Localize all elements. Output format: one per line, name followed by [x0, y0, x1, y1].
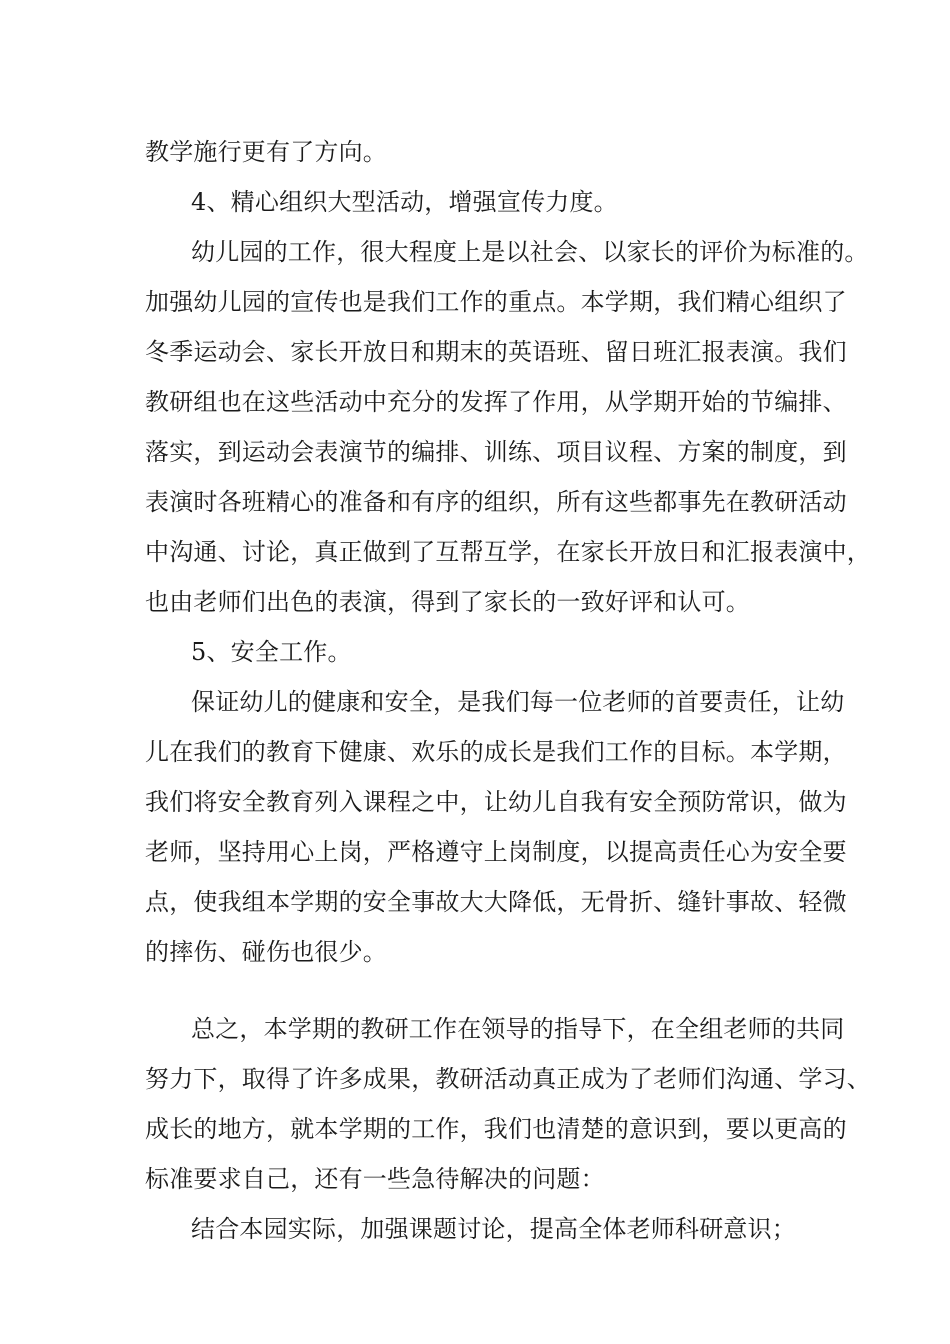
text-line: 幼儿园的工作，很大程度上是以社会、以家长的评价为标准的。: [191, 238, 869, 266]
text-line: 成长的地方，就本学期的工作，我们也清楚的意识到，要以更高的: [145, 1115, 847, 1143]
text-line: 的摔伤、碰伤也很少。: [145, 938, 387, 966]
text-line: 落实，到运动会表演节的编排、训练、项目议程、方案的制度，到: [145, 438, 847, 466]
text-line: 冬季运动会、家长开放日和期末的英语班、留日班汇报表演。我们: [145, 338, 847, 366]
text-line: 加强幼儿园的宣传也是我们工作的重点。本学期，我们精心组织了: [145, 288, 847, 316]
text-line: 标准要求自己，还有一些急待解决的问题：: [145, 1165, 605, 1193]
text-line: 我们将安全教育列入课程之中，让幼儿自我有安全预防常识，做为: [145, 788, 847, 816]
text-line: 保证幼儿的健康和安全，是我们每一位老师的首要责任，让幼: [191, 688, 845, 716]
text-line: 结合本园实际，加强课题讨论，提高全体老师科研意识；: [191, 1215, 796, 1243]
text-line: 努力下，取得了许多成果，教研活动真正成为了老师们沟通、学习、: [145, 1065, 871, 1093]
text-line: 教学施行更有了方向。: [145, 138, 387, 166]
text-line: 教研组也在这些活动中充分的发挥了作用，从学期开始的节编排、: [145, 388, 847, 416]
text-line: 表演时各班精心的准备和有序的组织，所有这些都事先在教研活动: [145, 488, 847, 516]
section-heading: 4、精心组织大型活动，增强宣传力度。: [191, 188, 618, 216]
section-heading: 5、安全工作。: [191, 638, 352, 666]
text-line: 也由老师们出色的表演，得到了家长的一致好评和认可。: [145, 588, 750, 616]
text-line: 老师，坚持用心上岗，严格遵守上岗制度，以提高责任心为安全要: [145, 838, 847, 866]
text-line: 点，使我组本学期的安全事故大大降低，无骨折、缝针事故、轻微: [145, 888, 847, 916]
text-line: 总之，本学期的教研工作在领导的指导下，在全组老师的共同: [191, 1015, 845, 1043]
text-line: 中沟通、讨论，真正做到了互帮互学，在家长开放日和汇报表演中，: [145, 538, 871, 566]
text-line: 儿在我们的教育下健康、欢乐的成长是我们工作的目标。本学期，: [145, 738, 847, 766]
